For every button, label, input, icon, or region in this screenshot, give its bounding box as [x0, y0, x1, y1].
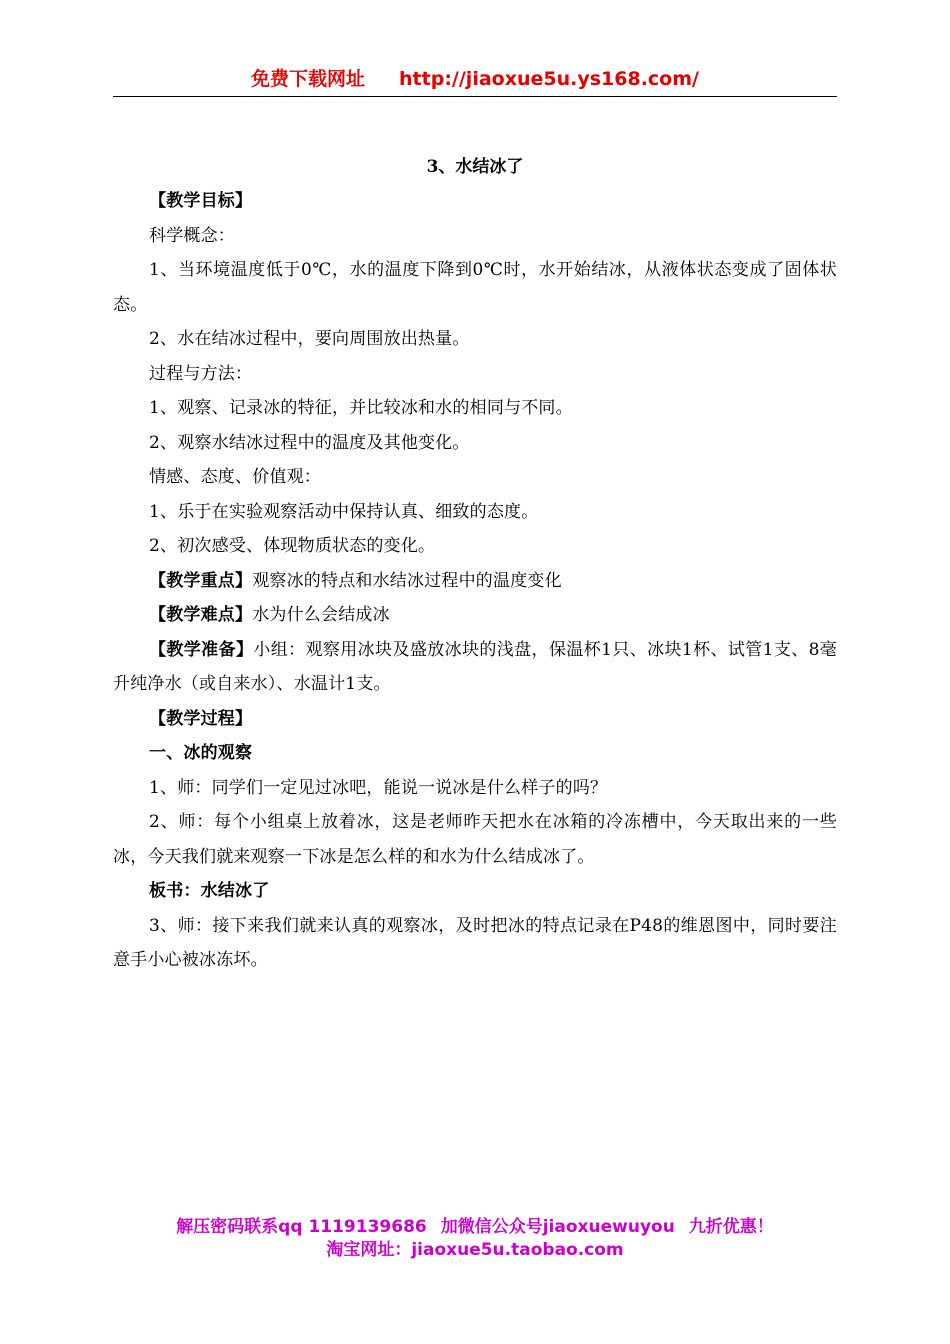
key-point-paragraph [113, 564, 837, 599]
difficult-point-heading: 【教学难点】 [149, 605, 253, 625]
document-body [113, 150, 837, 978]
footer-qq-contact: 解压密码联系qq 1119139686 [176, 1217, 427, 1237]
method-label: 过程与方法： [149, 363, 253, 384]
step-item-2: 2、师：每个小组桌上放着冰，这是老师昨天把水在冰箱的冷冻槽中，今天取出来的一些冰，今天我们就来观察一下冰是怎么样的和水为什么结成冰了。 [113, 812, 837, 867]
method-item-1: 1、观察、记录冰的特征，并比较冰和水的相同与不同。 [149, 398, 573, 418]
key-point-heading: 【教学重点】 [149, 570, 253, 591]
preparation-paragraph [113, 633, 837, 702]
attitude-label: 情感、态度、价值观： [149, 467, 321, 487]
footer-line-1 [0, 1216, 950, 1239]
difficult-point-text: 水为什么会结成冰 [252, 605, 390, 625]
part1-heading: 一、冰的观察 [149, 743, 253, 763]
concept-item-2: 2、水在结冰过程中，要向周围放出热量。 [149, 329, 470, 349]
key-point-text: 观察冰的特点和水结冰过程中的温度变化 [252, 570, 562, 591]
header-free-download-label: 免费下载网址 [251, 68, 366, 90]
preparation-heading: 【教学准备】 [149, 639, 254, 660]
method-item-2: 2、观察水结冰过程中的温度及其他变化。 [149, 432, 470, 453]
footer-discount: 九折优惠！ [688, 1217, 774, 1237]
header-url-link[interactable]: http://jiaoxue5u.ys168.com/ [399, 68, 699, 90]
footer-wechat: 加微信公众号jiaoxuewuyou [440, 1217, 675, 1237]
step-item-3: 3、师：接下来我们就来认真的观察冰，及时把冰的特点记录在P48的维恩图中，同时要注意手小心被冰冻坏。 [113, 915, 837, 970]
concept-label: 科学概念： [149, 225, 235, 246]
lesson-title: 3、水结冰了 [426, 157, 524, 177]
preparation-text: 小组：观察用冰块及盛放冰块的浅盘，保温杯1只、冰块1杯、试管1支、8毫升纯净水（或自来水）、水温计1支。 [113, 639, 838, 694]
footer-taobao-link[interactable]: 淘宝网址：jiaoxue5u.taobao.com [326, 1240, 624, 1260]
attitude-item-1: 1、乐于在实验观察活动中保持认真、细致的态度。 [149, 501, 539, 522]
goals-heading: 【教学目标】 [149, 191, 253, 211]
difficult-point-paragraph [113, 598, 837, 633]
board-writing: 板书：水结冰了 [149, 881, 270, 901]
process-heading: 【教学过程】 [149, 708, 253, 729]
page-footer [0, 1216, 950, 1262]
step-item-1: 1、师：同学们一定见过冰吧，能说一说冰是什么样子的吗？ [149, 777, 608, 798]
page-header [113, 64, 837, 97]
attitude-item-2: 2、初次感受、体现物质状态的变化。 [149, 536, 436, 556]
concept-item-1: 1、当环境温度低于0℃，水的温度下降到0℃时，水开始结冰，从液体状态变成了固体状态。 [113, 260, 837, 315]
